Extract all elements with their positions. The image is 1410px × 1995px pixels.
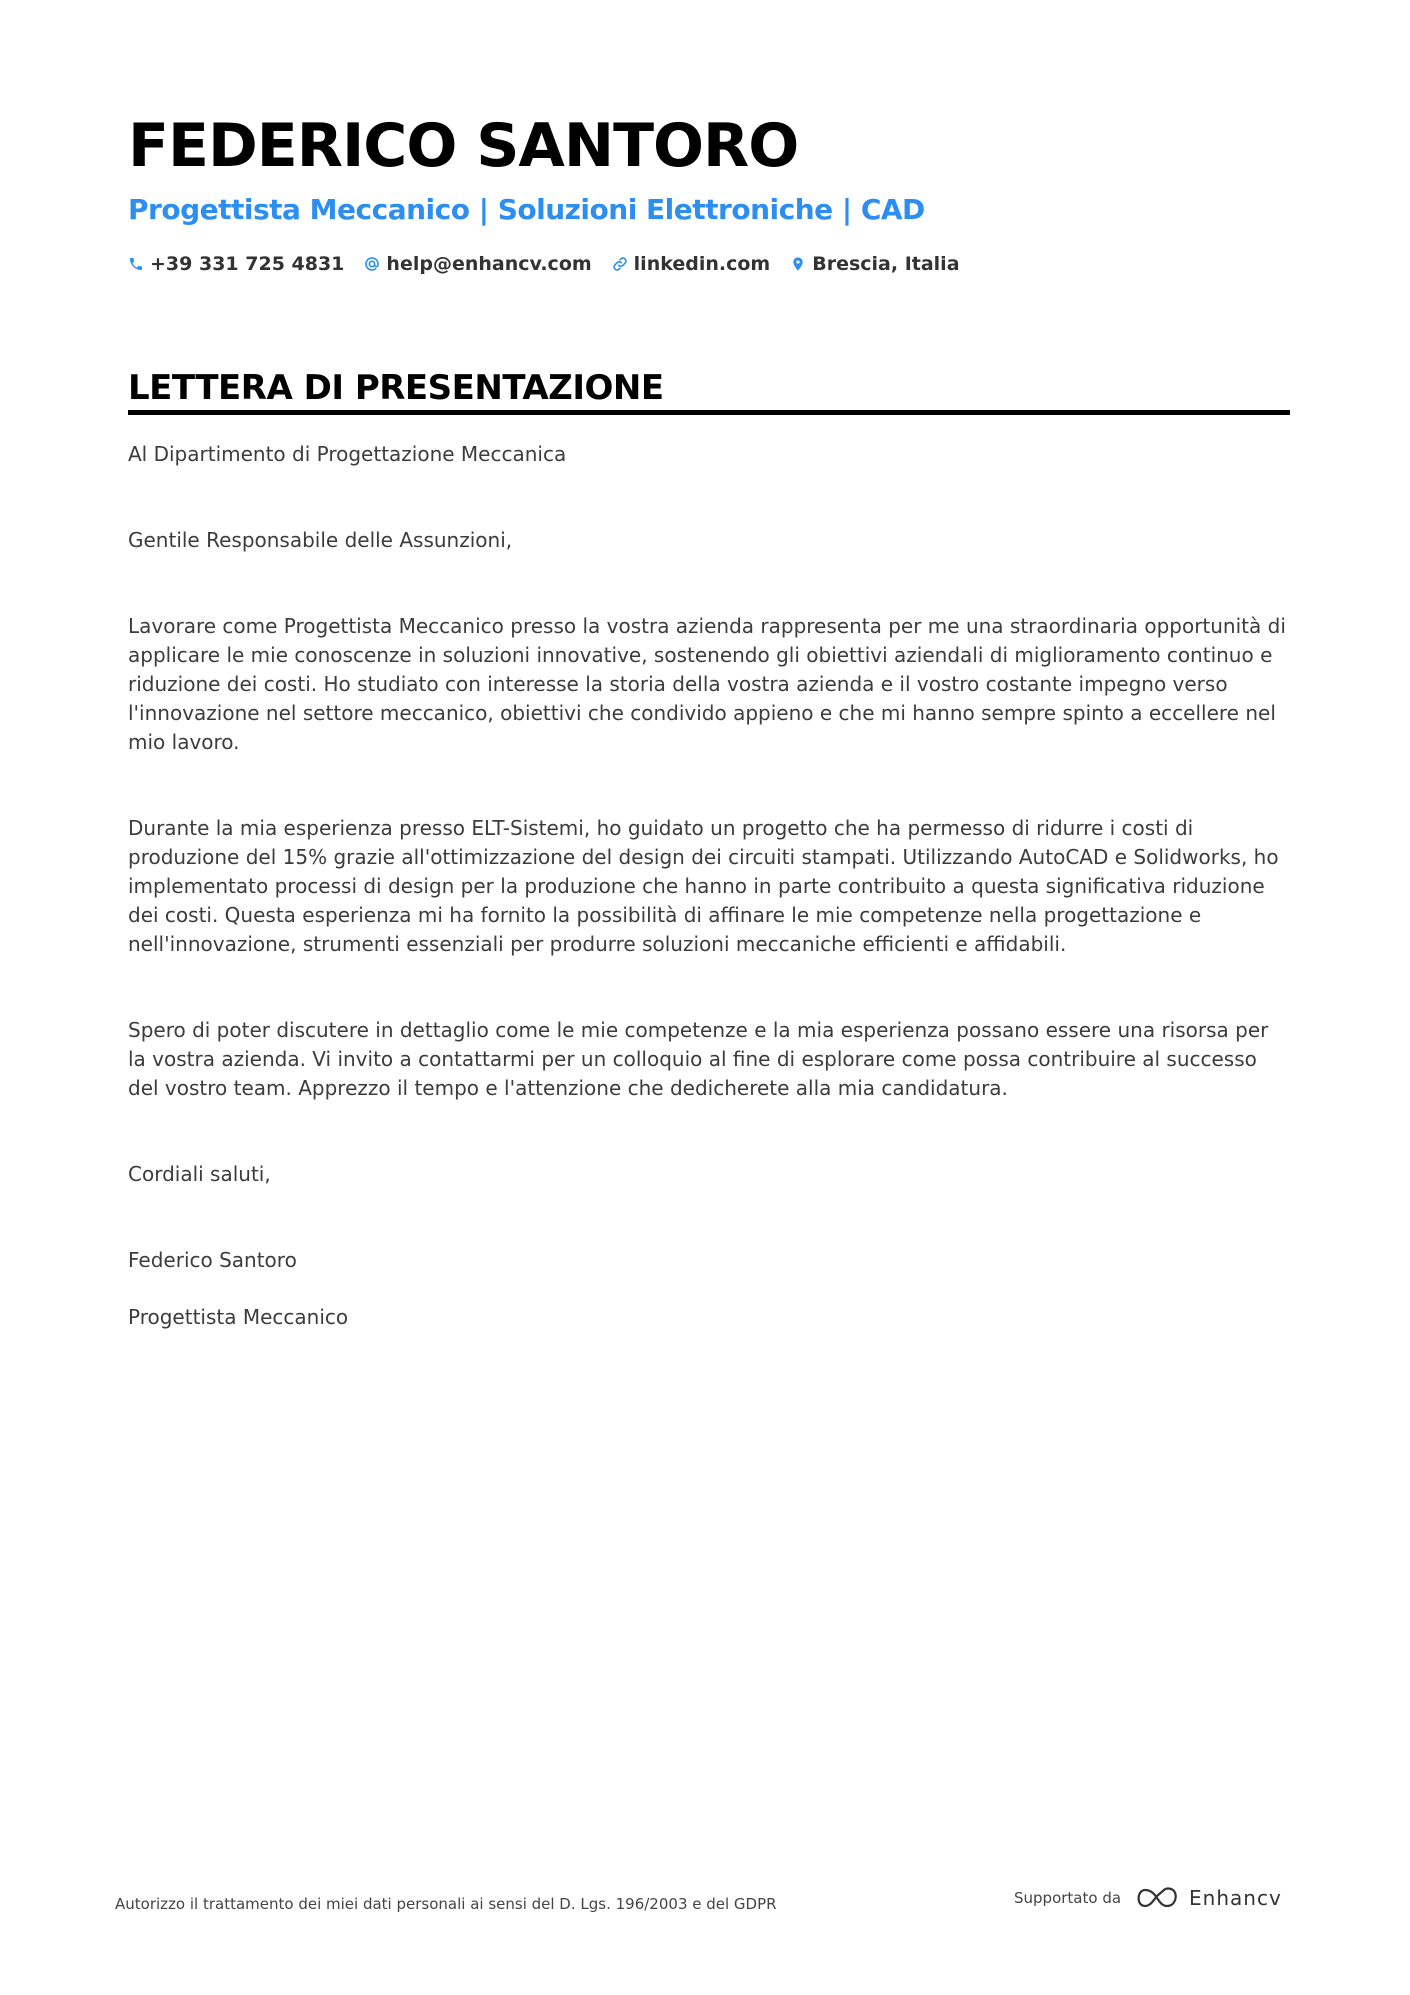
- brand-name: Enhancv: [1189, 1886, 1282, 1910]
- signature-name: Federico Santoro: [128, 1248, 297, 1272]
- link-icon: [612, 256, 628, 272]
- contact-email[interactable]: [364, 253, 591, 275]
- section-title: LETTERA DI PRESENTAZIONE: [128, 368, 664, 408]
- location-pin-icon: [790, 256, 806, 272]
- linkedin-link[interactable]: linkedin.com: [633, 253, 771, 275]
- infinity-logo-icon: [1133, 1885, 1179, 1911]
- letter-paragraph: Lavorare come Progettista Meccanico presso la vostra azienda rappresenta per me una straordinaria opportunità di applicare le mie conoscenze in soluzioni innovative, sostenendo gli obiettivi aziendali di miglioramento continuo e riduzione dei costi. Ho studiato con interesse la storia della vostra azienda e il vostro costante impegno verso l'innovazione nel settore meccanico, obiettivi che condivido appieno e che mi hanno sempre spinto a eccellere nel mio lavoro.: [128, 614, 1286, 754]
- section-divider: [128, 410, 1290, 415]
- signature-title: Progettista Meccanico: [128, 1305, 349, 1329]
- letter-body: [128, 440, 1290, 1389]
- letter-greeting: Gentile Responsabile delle Assunzioni,: [128, 528, 513, 552]
- phone-number: +39 331 725 4831: [150, 253, 345, 275]
- contact-location: [790, 253, 959, 275]
- contact-linkedin[interactable]: [612, 253, 771, 275]
- candidate-headline: Progettista Meccanico | Soluzioni Elettroniche | CAD: [128, 193, 925, 226]
- letter-closing: Cordiali saluti,: [128, 1162, 271, 1186]
- email-address[interactable]: help@enhancv.com: [386, 253, 592, 275]
- contact-phone: [128, 253, 344, 275]
- privacy-consent: Autorizzo il trattamento dei miei dati personali ai sensi del D. Lgs. 196/2003 e del GDPR: [115, 1895, 777, 1913]
- phone-icon: [128, 256, 144, 272]
- contact-bar: [128, 253, 960, 275]
- enhancv-logo[interactable]: [1133, 1885, 1282, 1911]
- letter-paragraph: Durante la mia esperienza presso ELT-Sistemi, ho guidato un progetto che ha permesso di ridurre i costi di produzione del 15% grazie all'ottimizzazione del design dei circuiti stampati. Utilizzando AutoCAD e Solidworks, ho implementato processi di design per la produzione che hanno in parte contribuito a questa significativa riduzione dei costi. Questa esperienza mi ha fornito la possibilità di affinare le mie competenze nella progettazione e nell'innovazione, strumenti essenziali per produrre soluzioni meccaniche efficienti e affidabili.: [128, 816, 1279, 956]
- powered-by-label: Supportato da: [1014, 1889, 1122, 1907]
- powered-by: [1014, 1885, 1282, 1911]
- candidate-name: FEDERICO SANTORO: [128, 111, 799, 181]
- letter-recipient: Al Dipartimento di Progettazione Meccanica: [128, 442, 567, 466]
- letter-paragraph: Spero di poter discutere in dettaglio come le mie competenze e la mia esperienza possano essere una risorsa per la vostra azienda. Vi invito a contattarmi per un colloquio al fine di esplorare come possa contribuire al successo del vostro team. Apprezzo il tempo e l'attenzione che dedicherete alla mia candidatura.: [128, 1018, 1269, 1100]
- location-text: Brescia, Italia: [812, 253, 960, 275]
- at-icon: [364, 256, 380, 272]
